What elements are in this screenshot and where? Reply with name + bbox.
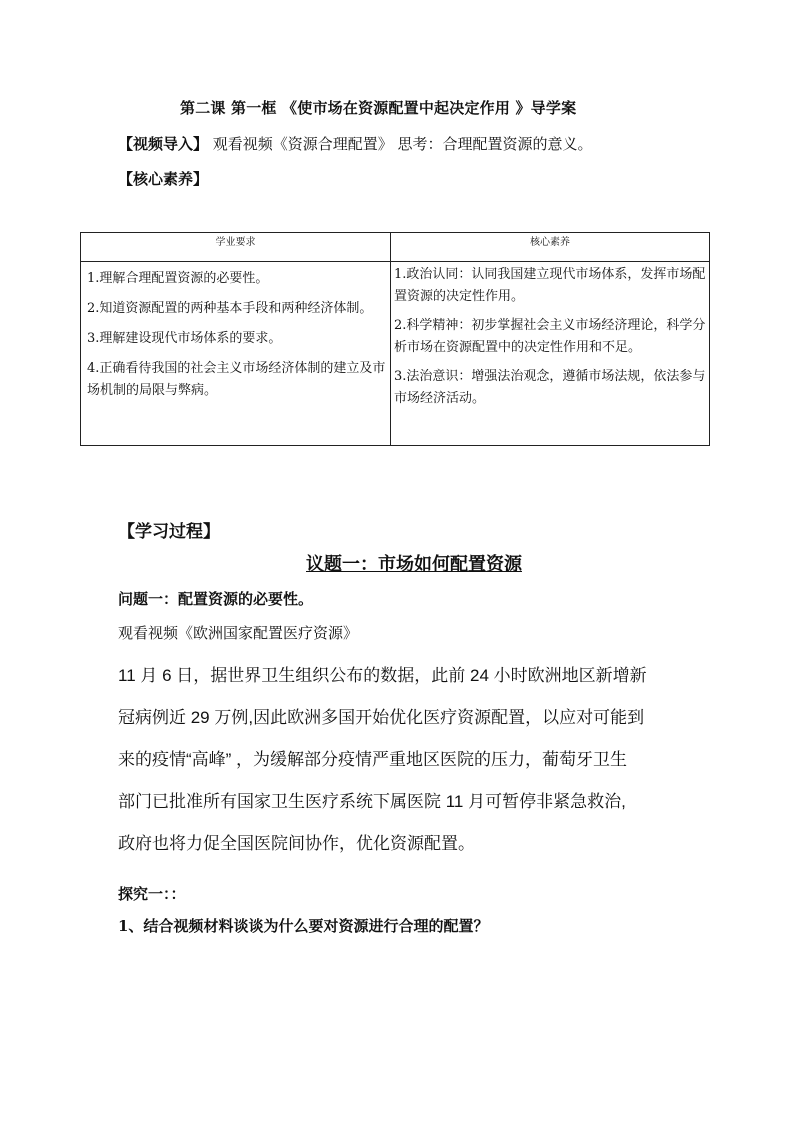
literacy-item: 1.政治认同：认同我国建立现代市场体系，发挥市场配置资源的决定性作用。 (394, 267, 706, 304)
watch-video-line: 观看视频《欧洲国家配置医疗资源》 (118, 624, 359, 642)
news-paragraph (118, 662, 698, 872)
requirement-item: 4.正确看待我国的社会主义市场经济体制的建立及市场机制的局限与弊病。 (87, 361, 386, 398)
requirement-item: 3.理解建设现代市场体系的要求。 (87, 331, 282, 346)
academic-requirements-cell (87, 261, 387, 410)
document-title: 第二课 第一框 《使市场在资源配置中起决定作用 》导学案 (180, 99, 577, 117)
paragraph-line: 政府也将力促全国医院间协作，优化资源配置。 (118, 834, 475, 853)
topic-title: 议题一：市场如何配置资源 (306, 554, 522, 575)
table-header-academic: 学业要求 (81, 233, 390, 262)
question-heading: 问题一：配置资源的必要性。 (118, 590, 314, 608)
requirements-table (80, 232, 710, 446)
video-intro-label: 【视频导入】 (118, 135, 209, 153)
learning-process-heading: 【学习过程】 (118, 522, 220, 542)
explore-heading: 探究一：： (118, 885, 186, 903)
explore-question: 1、结合视频材料谈谈为什么要对资源进行合理的配置？ (118, 917, 489, 935)
table-header-core: 核心素养 (390, 233, 710, 262)
core-literacy-heading: 【核心素养】 (118, 170, 209, 188)
requirement-item: 1.理解合理配置资源的必要性。 (87, 271, 269, 286)
paragraph-line: 11 月 6 日，据世界卫生组织公布的数据，此前 24 小时欧洲地区新增新 (118, 666, 647, 685)
video-intro-line (118, 133, 593, 154)
video-intro-text: 观看视频《资源合理配置》 思考：合理配置资源的意义。 (208, 135, 593, 153)
literacy-item: 3.法治意识：增强法治观念，遵循市场法规，依法参与市场经济活动。 (394, 369, 706, 406)
paragraph-line: 冠病例近 29 万例,因此欧洲多国开始优化医疗资源配置，以应对可能到 (118, 708, 645, 727)
literacy-item: 2.科学精神：初步掌握社会主义市场经济理论，科学分析市场在资源配置中的决定性作用和不足。 (394, 318, 706, 355)
paragraph-line: 部门已批准所有国家卫生医疗系统下属医院 11 月可暂停非紧急救治, (118, 792, 626, 811)
table-divider (390, 233, 391, 445)
paragraph-line: 来的疫情“高峰” ，为缓解部分疫情严重地区医院的压力，葡萄牙卫生 (118, 750, 628, 769)
requirement-item: 2.知道资源配置的两种基本手段和两种经济体制。 (87, 301, 373, 316)
core-literacy-cell (394, 261, 706, 417)
